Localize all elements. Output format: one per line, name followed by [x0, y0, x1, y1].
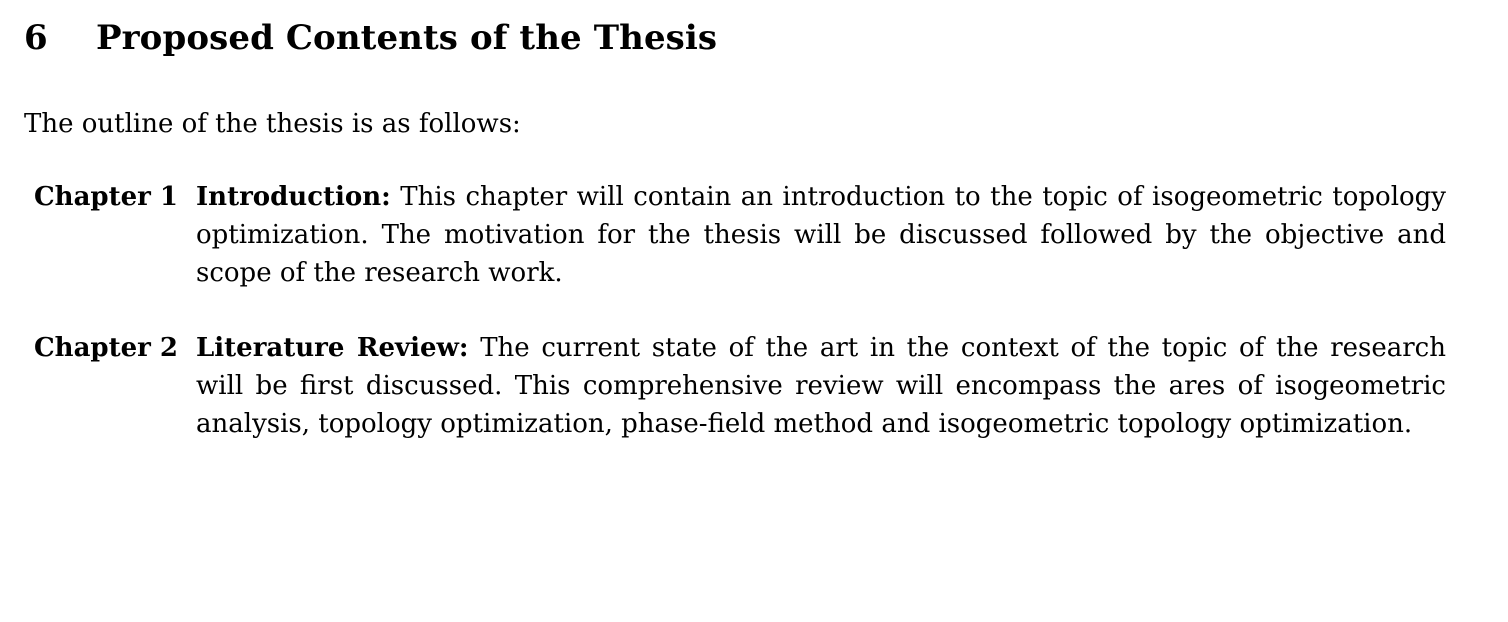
- section-title: Proposed Contents of the Thesis: [96, 18, 718, 58]
- list-item: [24, 178, 1484, 293]
- chapter-label: Chapter 2: [33, 332, 178, 363]
- chapter-list: [24, 178, 1484, 443]
- intro-paragraph: The outline of the thesis is as follows:: [24, 108, 521, 139]
- chapter-text: The current state of the art in the context of the topic of the research will be first discussed. This comprehensive review will encompass the ares of isogeometric analysis, topology optimization, phase-field method and isogeometric topology optimization.: [196, 332, 1446, 439]
- chapter-title: Literature Review:: [196, 332, 469, 363]
- list-item: [24, 329, 1484, 444]
- chapter-text: This chapter will contain an introduction to the topic of isogeometric topology optimization. The motivation for the thesis will be discussed followed by the objective and scope of the research work.: [196, 181, 1446, 289]
- chapter-description: [196, 329, 1450, 444]
- chapter-title: Introduction:: [196, 181, 391, 212]
- chapter-description: [196, 178, 1450, 293]
- section-number: 6: [24, 18, 48, 58]
- section-heading: [24, 18, 1484, 59]
- chapter-label: Chapter 1: [33, 181, 178, 212]
